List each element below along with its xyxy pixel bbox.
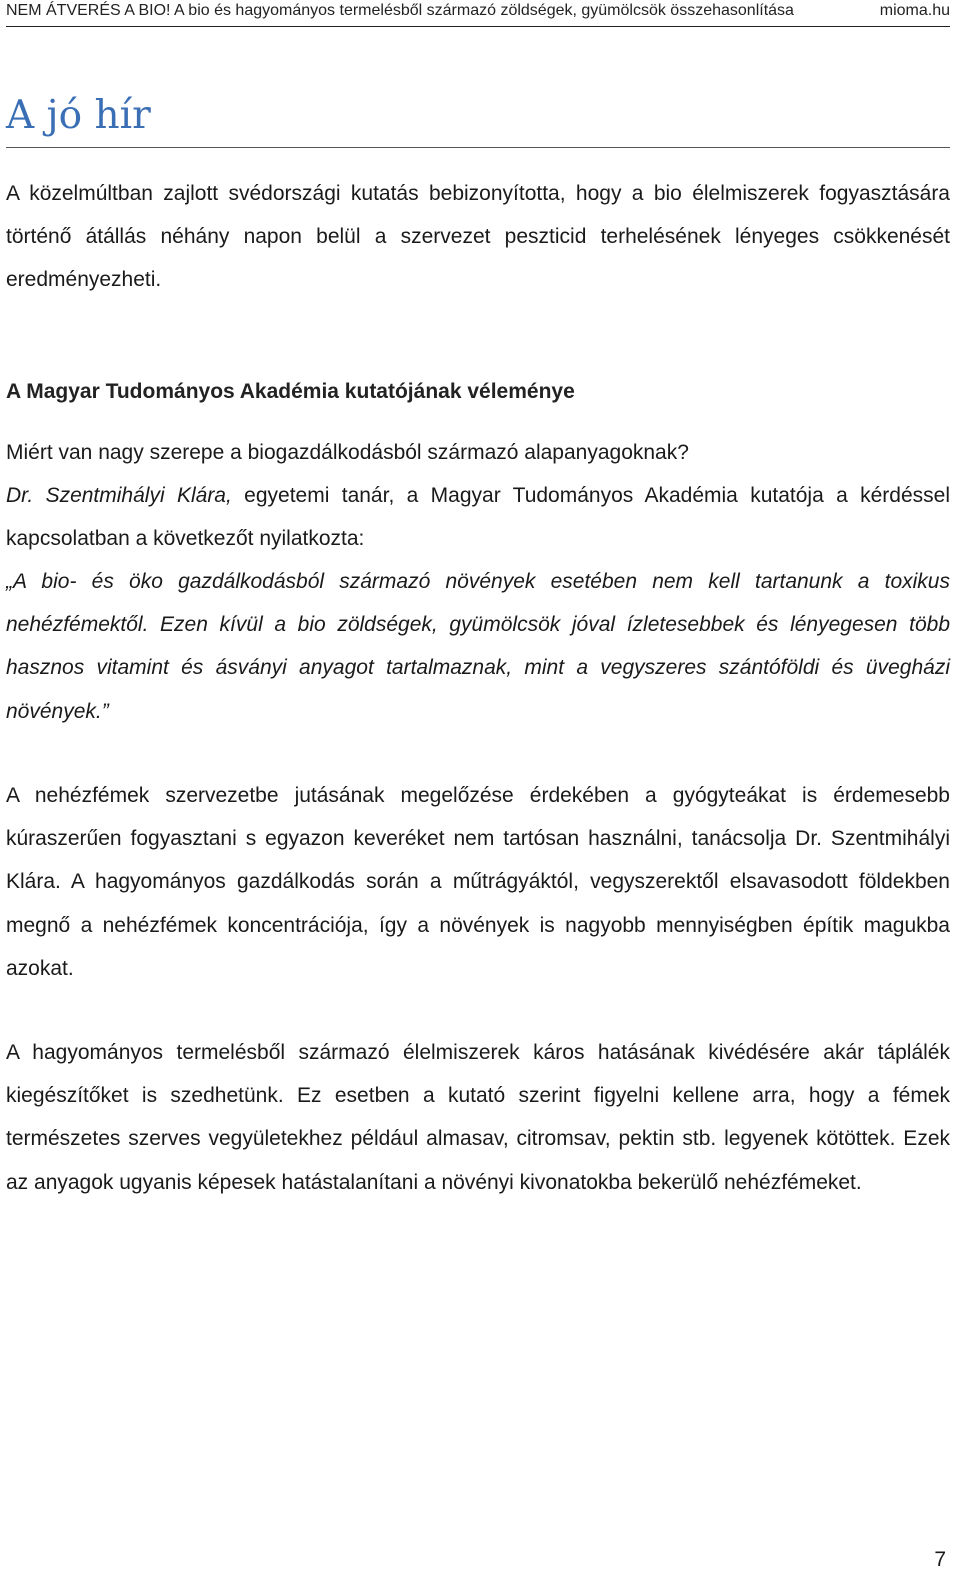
section-heading: A jó hír [6, 93, 151, 138]
quote-paragraph: „A bio- és öko gazdálkodásból származó növények esetében nem kell tartanunk a toxikus nehézfémektől. Ezen kívül a bio zöldségek, gyümölcsök jóval ízletesebbek és lényegesen több hasznos vitamint és ásványi anyagot tartalmaznak, mint a vegyszeres szántóföldi és üvegházi növények.” [6, 570, 950, 723]
metals-paragraph: A nehézfémek szervezetbe jutásának megelőzése érdekében a gyógyteákat is érdemesebb kúraszerűen fogyasztani s egyazon keveréket nem tartósan használni, tanácsolja Dr. Szentmihályi Klára. A hagyományos gazdálkodás során a műtrágyáktól, vegyszerektől elsavasodott földekben megnő a nehézfémek koncentrációja, így a növények is nagyobb mennyiségben építik magukba azokat. [6, 784, 950, 980]
intro-paragraph: A közelmúltban zajlott svédországi kutatás bebizonyította, hogy a bio élelmiszerek fogyasztására történő átállás néhány napon belül a szervezet peszticid terhelésének lényeges csökkenését eredményezheti. [6, 182, 950, 292]
expert-text: egyetemi tanár, a Magyar Tudományos Akadémia kutatója a kérdéssel kapcsolatban a következőt nyilatkozta: [6, 484, 950, 551]
question-paragraph: Miért van nagy szerepe a biogazdálkodásból származó alapanyagoknak? [6, 441, 689, 464]
subheading: A Magyar Tudományos Akadémia kutatójának véleménye [6, 380, 575, 403]
header-site: mioma.hu [879, 2, 950, 19]
expert-paragraph [6, 474, 950, 560]
expert-name: Dr. Szentmihályi Klára, [6, 484, 232, 507]
page-number: 7 [934, 1548, 946, 1571]
header-title: NEM ÁTVERÉS A BIO! A bio és hagyományos termelésből származó zöldségek, gyümölcsök összehasonlítása [6, 2, 794, 19]
supplements-paragraph: A hagyományos termelésből származó élelmiszerek káros hatásának kivédésére akár táplálék kiegészítőket is szedhetünk. Ez esetben a kutató szerint figyelni kellene arra, hogy a fémek természetes szerves vegyületekhez például almasav, citromsav, pektin stb. legyenek kötöttek. Ezek az anyagok ugyanis képesek hatástalanítani a növényi kivonatokba bekerülő nehézfémeket. [6, 1041, 950, 1194]
heading-divider [6, 147, 950, 148]
running-header [6, 0, 950, 27]
